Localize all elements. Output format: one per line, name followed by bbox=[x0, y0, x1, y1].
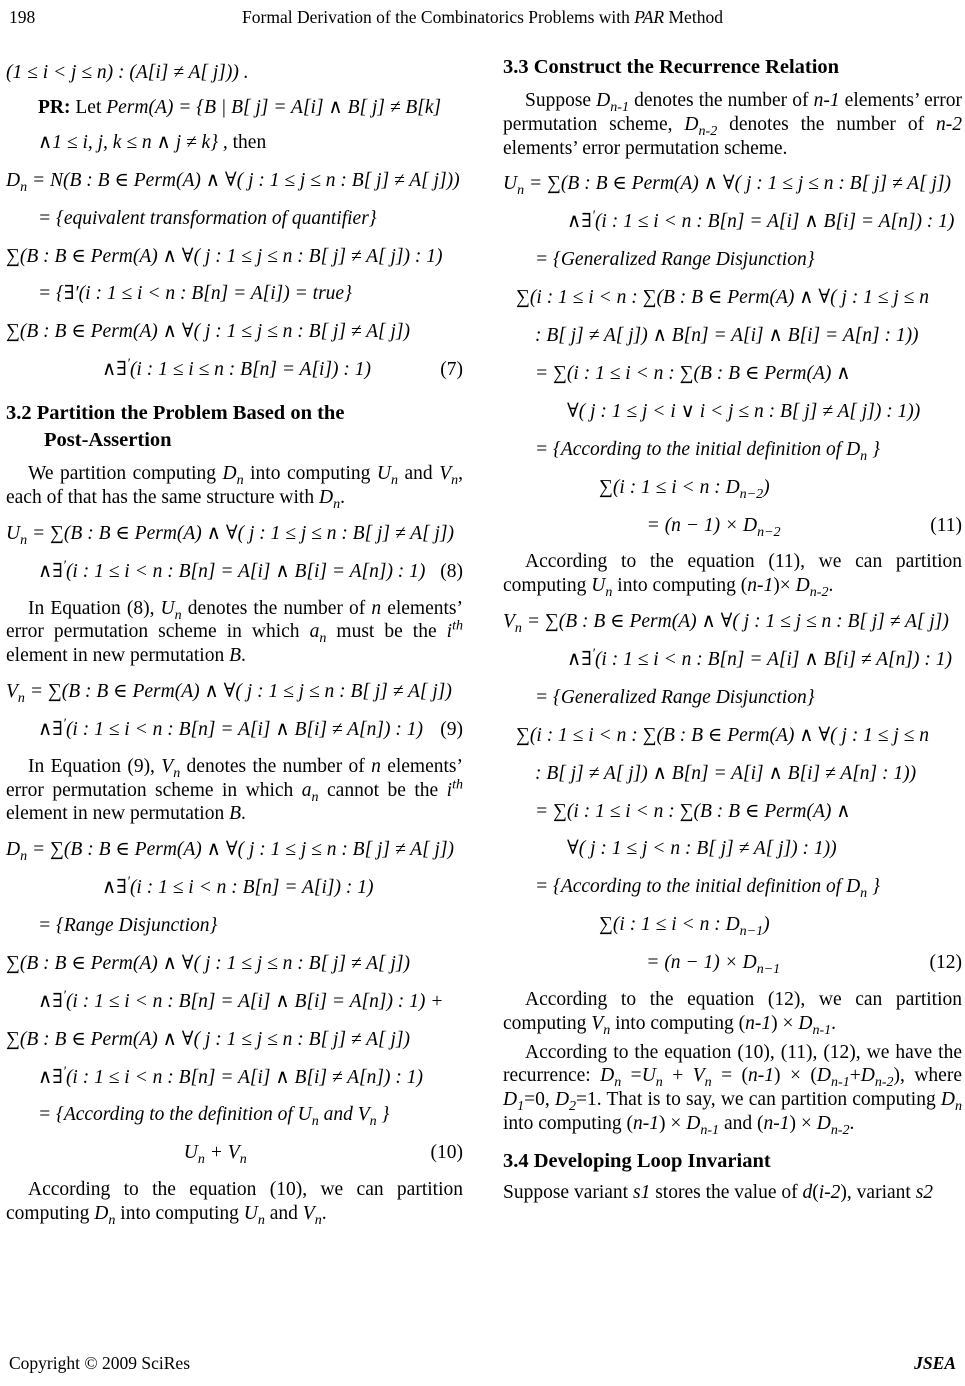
equation-body: = $(n - 1) \times D_{n-2}$ bbox=[646, 514, 781, 540]
formula-line: ∑(i : 1 ≤ i < n : ∑(B : B ∈ Perm(A) ∧ ∀( j : 1 ≤ j ≤ n bbox=[516, 724, 930, 746]
pr-definition-line: ∧1 ≤ i, j, k ≤ n ∧ j ≠ k} , then bbox=[38, 131, 267, 153]
justification-line: = {According to the initial definition of $D_n$ } bbox=[535, 438, 880, 464]
formula-line: ∑(i : 1 ≤ i < n : $D_{n-2}$) bbox=[599, 476, 770, 502]
formula-line: : B[ j] ≠ A[ j]) ∧ B[n] = A[i] ∧ B[i] = A[n] : 1)) bbox=[535, 325, 919, 347]
justification-line: = {∃′(i : 1 ≤ i < n : B[n] = A[i]) = true} bbox=[38, 283, 352, 305]
formula-line: $D_n = \sum(B$ : B ∈ Perm(A) ∧ ∀( j : 1 ≤ j ≤ n : B[ j] ≠ A[ j]) bbox=[6, 839, 455, 865]
justification-line: = {Generalized Range Disjunction} bbox=[535, 686, 815, 708]
justification-line: = {Generalized Range Disjunction} bbox=[535, 249, 815, 271]
formula-line: ∀( j : 1 ≤ j < n : B[ j] ≠ A[ j]) : 1)) bbox=[567, 838, 837, 860]
running-title: Formal Derivation of the Combinatorics Problems with PAR Method bbox=[242, 7, 723, 27]
formula-line: ∑(B : B ∈ Perm(A) ∧ ∀( j : 1 ≤ j ≤ n : B[ j] ≠ A[ j]) bbox=[6, 1028, 411, 1050]
justification-line: = {According to the initial definition of $D_n$ } bbox=[535, 876, 880, 902]
pr-definition-line: PR: Let Perm(A) = {B | B[ j] = A[i] ∧ B[ j] ≠ B[k] bbox=[38, 96, 442, 118]
paragraph: In Equation (8), $U_n$ denotes the number of n elements’ error permutation scheme in which $a_n$ must be the $i^{th}$ element in new permutation B. bbox=[6, 597, 464, 667]
paragraph: According to the equation (10), we can partition computing $D_n$ into computing $U_n$ and $V_n$. bbox=[6, 1179, 463, 1228]
formula-line: ∑(B : B ∈ Perm(A) ∧ ∀( j : 1 ≤ j ≤ n : B[ j] ≠ A[ j]) : 1) bbox=[6, 245, 443, 267]
equation-number: (9) bbox=[440, 718, 463, 740]
paragraph: Suppose variant s1 stores the value of d(i-2), variant s2 bbox=[503, 1181, 934, 1203]
heading-line: 3.3 Construct the Recurrence Relation bbox=[503, 56, 840, 78]
equation-body: ∧∃′(i : 1 ≤ i < n : B[n] = A[i] ∧ B[i] = A[n]) : 1) bbox=[38, 557, 426, 582]
equation-number: (8) bbox=[440, 560, 463, 582]
formula-line: $U_n = \sum(B$ : B ∈ Perm(A) ∧ ∀( j : 1 ≤ j ≤ n : B[ j] ≠ A[ j]) bbox=[503, 173, 952, 199]
equation-number: (10) bbox=[430, 1142, 463, 1164]
paragraph: Suppose $D_{n-1}$ denotes the number of n-1 elements’ error permutation scheme, $D_{n-2}$ denotes the number of n-2 elements’ error permutation scheme. bbox=[503, 90, 962, 159]
paragraph: In Equation (9), $V_n$ denotes the number of n elements’ error permutation scheme in which $a_n$ cannot be the $i^{th}$ element in new permutation B. bbox=[6, 755, 463, 825]
equation-number: (12) bbox=[929, 952, 962, 974]
equation-7 bbox=[6, 357, 463, 384]
right-column bbox=[503, 52, 962, 1210]
page-footer bbox=[9, 1353, 956, 1374]
formula-line: ∑(i : 1 ≤ i < n : ∑(B : B ∈ Perm(A) ∧ ∀( j : 1 ≤ j ≤ n bbox=[516, 287, 930, 309]
section-heading-3-4 bbox=[503, 1148, 962, 1175]
equation-body: = $(n - 1) \times D_{n-1}$ bbox=[646, 952, 781, 978]
equation-body: $U_n + V_n$ bbox=[183, 1142, 247, 1168]
equation-body: ∧∃′(i : 1 ≤ i < n : B[n] = A[i] ∧ B[i] ≠ A[n]) : 1) bbox=[38, 715, 423, 740]
formula-line: ∧∃′(i : 1 ≤ i < n : B[n] = A[i] ∧ B[i] = A[n]) : 1) + bbox=[38, 987, 444, 1012]
paragraph: According to the equation (11), we can partition computing $U_n$ into computing $(n-1)\times D_{n-2}$. bbox=[503, 551, 962, 601]
formula-line: : B[ j] ≠ A[ j]) ∧ B[n] = A[i] ∧ B[i] ≠ A[n] : 1)) bbox=[535, 762, 917, 784]
equation-8 bbox=[6, 559, 463, 586]
heading-line: 3.4 Developing Loop Invariant bbox=[503, 1149, 771, 1172]
formula-line: = ∑(i : 1 ≤ i < n : ∑(B : B ∈ Perm(A) ∧ bbox=[535, 362, 851, 384]
justification-line: = {equivalent transformation of quantifier} bbox=[38, 207, 377, 229]
formula-line: ∀( j : 1 ≤ j < i ∨ i < j ≤ n : B[ j] ≠ A[ j]) : 1)) bbox=[567, 400, 921, 422]
page-header bbox=[0, 7, 965, 28]
left-column bbox=[6, 52, 463, 1231]
formula-line: ∑(i : 1 ≤ i < n : $D_{n-1}$) bbox=[599, 914, 770, 940]
justification-line: = {Range Disjunction} bbox=[38, 914, 218, 936]
formula-line: $V_n = \sum(B$ : B ∈ Perm(A) ∧ ∀( j : 1 ≤ j ≤ n : B[ j] ≠ A[ j]) bbox=[503, 611, 949, 636]
heading-line: Post-Assertion bbox=[44, 429, 172, 452]
heading-line: 3.2 Partition the Problem Based on the bbox=[6, 402, 345, 425]
page-number: 198 bbox=[9, 7, 36, 27]
equation-number: (7) bbox=[440, 359, 463, 381]
formula-line: ∧∃′(i : 1 ≤ i < n : B[n] = A[i] ∧ B[i] = A[n]) : 1) bbox=[567, 207, 955, 233]
formula-line: $D_n = N(B$ : B ∈ Perm(A) ∧ ∀( j : 1 ≤ j ≤ n : B[ j] ≠ A[ j])) bbox=[6, 169, 460, 195]
section-heading-3-3 bbox=[503, 54, 962, 81]
paragraph: We partition computing $D_n$ into computing $U_n$ and $V_n$, each of that has the same structure with $D_n$. bbox=[6, 463, 464, 512]
justification-line: = {According to the definition of $U_n$ and $V_n$ } bbox=[38, 1104, 390, 1130]
paragraph: According to the equation (10), (11), (12), we have the recurrence: $D_n =U_n + V_n = (n-1) \times (D_{n-1}+D_{n-2})$, where $D_1=0$, $D_2=1$. That is to say, we can partition computing $D_n$ into computing $(n-1) \times D_{n-1}$ and $(n-1) \times D_{n-2}$. bbox=[503, 1041, 962, 1138]
equation-9 bbox=[6, 717, 463, 744]
journal-name: JSEA bbox=[914, 1353, 956, 1373]
formula-line: ∑(B : B ∈ Perm(A) ∧ ∀( j : 1 ≤ j ≤ n : B[ j] ≠ A[ j]) bbox=[6, 321, 411, 343]
paragraph: According to the equation (12), we can partition computing $V_n$ into computing $(n-1) \times D_{n-1}$. bbox=[503, 989, 962, 1038]
formula-line: ∧∃′(i : 1 ≤ i < n : B[n] = A[i] ∧ B[i] ≠ A[n]) : 1) bbox=[38, 1063, 423, 1088]
formula-line: ∧∃′(i : 1 ≤ i < n : B[n] = A[i]) : 1) bbox=[102, 873, 374, 899]
formula-line: (1 ≤ i < j ≤ n) : (A[i] ≠ A[ j])) . bbox=[6, 62, 249, 83]
equation-body: ∧∃′(i : 1 ≤ i ≤ n : B[n] = A[i]) : 1) bbox=[102, 355, 372, 381]
formula-line: $U_n = \sum(B$ : B ∈ Perm(A) ∧ ∀( j : 1 ≤ j ≤ n : B[ j] ≠ A[ j]) bbox=[6, 522, 455, 548]
equation-11 bbox=[503, 513, 962, 540]
equation-number: (11) bbox=[930, 514, 962, 536]
copyright-notice: Copyright © 2009 SciRes bbox=[9, 1353, 191, 1373]
formula-line: = ∑(i : 1 ≤ i < n : ∑(B : B ∈ Perm(A) ∧ bbox=[535, 800, 851, 822]
section-heading-3-2 bbox=[6, 400, 463, 454]
formula-line: ∧∃′(i : 1 ≤ i < n : B[n] = A[i] ∧ B[i] ≠ A[n]) : 1) bbox=[567, 645, 952, 670]
equation-10 bbox=[6, 1140, 463, 1167]
formula-line: ∑(B : B ∈ Perm(A) ∧ ∀( j : 1 ≤ j ≤ n : B[ j] ≠ A[ j]) bbox=[6, 952, 411, 974]
formula-line: $V_n = \sum(B$ : B ∈ Perm(A) ∧ ∀( j : 1 ≤ j ≤ n : B[ j] ≠ A[ j]) bbox=[6, 680, 452, 706]
equation-12 bbox=[503, 950, 962, 977]
